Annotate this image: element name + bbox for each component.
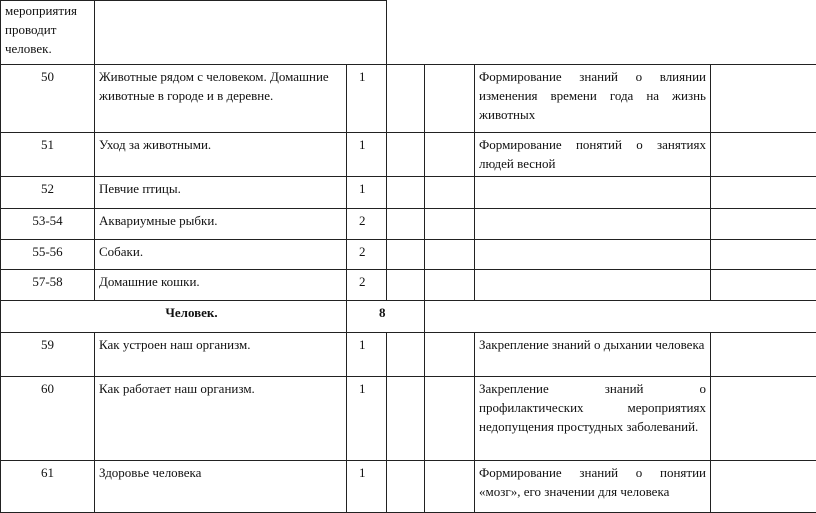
lesson-description: Формирование понятий о занятиях людей весной	[475, 133, 711, 177]
empty-cell	[711, 377, 816, 461]
empty-cell	[387, 209, 425, 240]
table-row	[1, 270, 816, 301]
lesson-description: Закрепление знаний о дыхании человека	[475, 333, 711, 377]
empty-cell	[425, 461, 475, 513]
empty-cell	[425, 270, 475, 301]
empty-cell	[387, 177, 425, 209]
section-row	[1, 301, 816, 333]
lesson-description	[475, 270, 711, 301]
lesson-hours: 1	[347, 177, 387, 209]
lesson-hours: 1	[347, 377, 387, 461]
lesson-number: 60	[1, 377, 95, 461]
lesson-number: 61	[1, 461, 95, 513]
empty-cell	[387, 461, 425, 513]
lesson-title: Аквариумные рыбки.	[95, 209, 347, 240]
empty-cell	[711, 133, 816, 177]
empty-cell	[711, 177, 816, 209]
lesson-number: 51	[1, 133, 95, 177]
lesson-hours: 1	[347, 133, 387, 177]
lesson-hours: 1	[347, 461, 387, 513]
empty-cell	[425, 377, 475, 461]
table-row	[1, 177, 816, 209]
table-row	[1, 333, 816, 377]
lesson-hours: 1	[347, 65, 387, 133]
lesson-title: Домашние кошки.	[95, 270, 347, 301]
lesson-title: Животные рядом с человеком. Домашние животные в городе и в деревне.	[95, 65, 347, 133]
empty-cell	[425, 333, 475, 377]
lesson-description	[475, 209, 711, 240]
empty-cell	[387, 240, 425, 270]
lesson-number: 59	[1, 333, 95, 377]
header-fragment-cell: мероприятия проводит человек.	[1, 1, 95, 65]
table-row	[1, 209, 816, 240]
empty-cell	[425, 65, 475, 133]
empty-cell	[425, 133, 475, 177]
header-empty-cell	[95, 1, 387, 65]
lesson-number: 57-58	[1, 270, 95, 301]
lesson-hours: 2	[347, 240, 387, 270]
lesson-description: Закрепление знаний о профилактических мероприятиях недопущения простудных заболеваний.	[475, 377, 711, 461]
table-row	[1, 133, 816, 177]
lesson-number: 52	[1, 177, 95, 209]
empty-cell	[711, 209, 816, 240]
empty-cell	[387, 65, 425, 133]
lesson-description: Формирование знаний о влиянии изменения времени года на жизнь животных	[475, 65, 711, 133]
lesson-title: Собаки.	[95, 240, 347, 270]
empty-cell	[711, 240, 816, 270]
lesson-hours: 2	[347, 209, 387, 240]
empty-cell	[711, 270, 816, 301]
empty-cell	[425, 209, 475, 240]
lesson-title: Певчие птицы.	[95, 177, 347, 209]
empty-cell	[711, 333, 816, 377]
lesson-number: 53-54	[1, 209, 95, 240]
lesson-hours: 1	[347, 333, 387, 377]
empty-cell	[387, 333, 425, 377]
empty-cell	[387, 377, 425, 461]
lesson-number: 55-56	[1, 240, 95, 270]
lesson-title: Здоровье человека	[95, 461, 347, 513]
table-row	[1, 461, 816, 513]
lesson-description	[475, 240, 711, 270]
empty-cell	[425, 240, 475, 270]
header-fragment-row	[1, 1, 816, 65]
table-row	[1, 377, 816, 461]
section-title: Человек.	[1, 301, 347, 333]
empty-cell	[711, 461, 816, 513]
lesson-title: Как устроен наш организм.	[95, 333, 347, 377]
lesson-description	[475, 177, 711, 209]
header-blank-area	[387, 1, 816, 65]
lesson-title: Уход за животными.	[95, 133, 347, 177]
table-row	[1, 240, 816, 270]
lesson-description: Формирование знаний о понятии «мозг», его значении для человека	[475, 461, 711, 513]
empty-cell	[425, 301, 816, 333]
lesson-title: Как работает наш организм.	[95, 377, 347, 461]
lesson-number: 50	[1, 65, 95, 133]
section-hours: 8	[347, 301, 425, 333]
table-row	[1, 65, 816, 133]
empty-cell	[425, 177, 475, 209]
empty-cell	[387, 270, 425, 301]
empty-cell	[711, 65, 816, 133]
empty-cell	[387, 133, 425, 177]
lesson-hours: 2	[347, 270, 387, 301]
